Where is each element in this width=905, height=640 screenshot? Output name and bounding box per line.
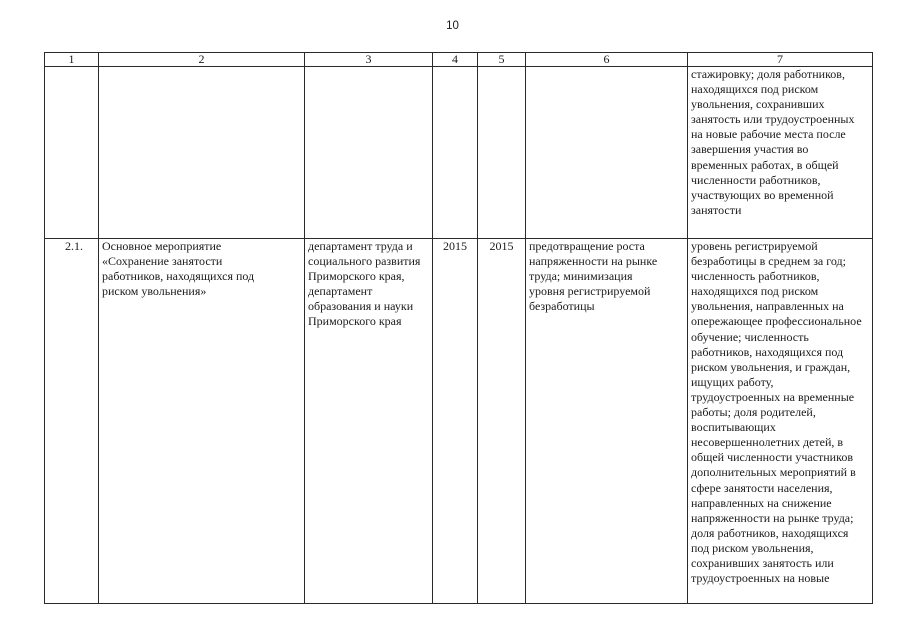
cell-empty <box>45 67 99 239</box>
column-header: 2 <box>99 53 305 67</box>
cell-empty <box>526 67 688 239</box>
table-header-row <box>45 53 873 67</box>
column-header: 5 <box>478 53 526 67</box>
program-activities-table <box>44 52 873 604</box>
cell-empty <box>478 67 526 239</box>
cell-result: предотвращение роста напряженности на рынке труда; минимизация уровня регистрируемой безработицы <box>526 239 688 604</box>
table-row-continuation <box>45 67 873 239</box>
cell-indicators-continued: стажировку; доля работников, находящихся под риском увольнения, сохранивших занятость или трудоустроенных на новые рабочие места после завершения участия во временных работах, в общей численности работников, участвующих во временной занятости <box>688 67 873 239</box>
cell-number: 2.1. <box>45 239 99 604</box>
cell-empty <box>433 67 478 239</box>
table-row <box>45 239 873 604</box>
cell-empty <box>305 67 433 239</box>
cell-year-end: 2015 <box>478 239 526 604</box>
page-number: 10 <box>446 20 459 32</box>
cell-activity: Основное мероприятие «Сохранение занятости работников, находящихся под риском увольнения» <box>99 239 305 604</box>
cell-empty <box>99 67 305 239</box>
column-header: 6 <box>526 53 688 67</box>
cell-indicators: уровень регистрируемой безработицы в среднем за год; численность работников, находящихся под риском увольнения, направленных на опережающее профессиональное обучение; численность работников, находящихся под риском увольнения, и граждан, ищущих работу, трудоустроенных на временные работы; доля родителей, воспитывающих несовершеннолетних детей, в общей численности участников дополнительных мероприятий в сфере занятости населения, направленных на снижение напряженности на рынке труда; доля работников, находящихся под риском увольнения, сохранивших занятость или трудоустроенных на новые <box>688 239 873 604</box>
column-header: 3 <box>305 53 433 67</box>
column-header: 1 <box>45 53 99 67</box>
column-header: 7 <box>688 53 873 67</box>
cell-executor: департамент труда и социального развития Приморского края, департамент образования и науки Приморского края <box>305 239 433 604</box>
column-header: 4 <box>433 53 478 67</box>
cell-year-start: 2015 <box>433 239 478 604</box>
